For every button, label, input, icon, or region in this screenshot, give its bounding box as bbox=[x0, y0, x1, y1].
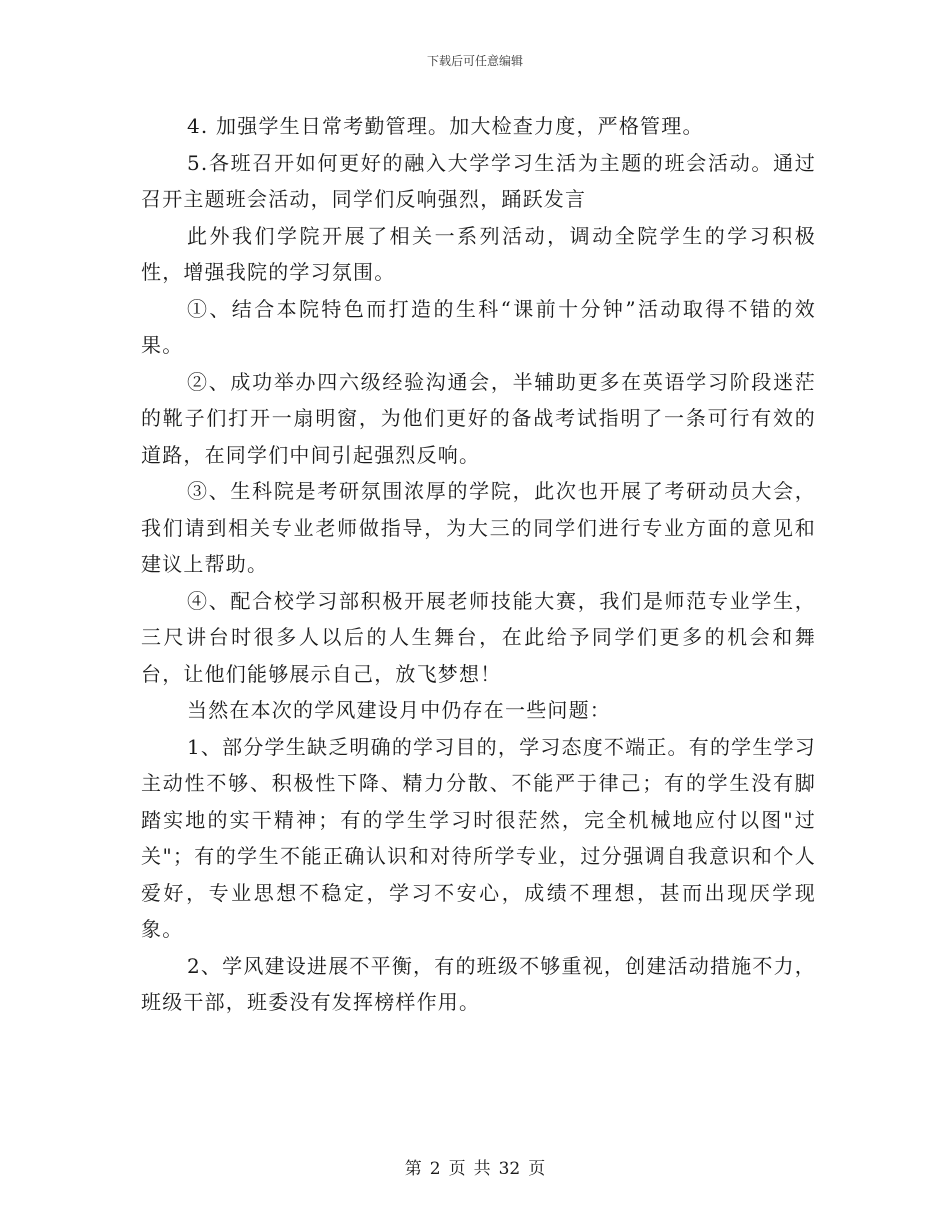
paragraph-activity-2: ②、成功举办四六级经验沟通会，半辅助更多在英语学习阶段迷茫的靴子们打开一扇明窗，为他们更好的备战考试指明了一条可行有效的道路，在同学们中间引起强烈反响。 bbox=[141, 369, 816, 467]
footer-suffix: 页 bbox=[528, 1159, 546, 1179]
document-body bbox=[141, 108, 816, 1021]
page-header: 下载后可任意编辑 bbox=[426, 54, 523, 68]
paragraph-problem-2: 2、学风建设进展不平衡，有的班级不够重视，创建活动措施不力，班级干部，班委没有发挥榜样作用。 bbox=[141, 953, 816, 1014]
paragraph-problems-intro: 当然在本次的学风建设月中仍存在一些问题： bbox=[187, 698, 611, 722]
paragraph-class-meeting: 5.各班召开如何更好的融入大学学习生活为主题的班会活动。通过召开主题班会活动，同学们反响强烈，踊跃发言 bbox=[141, 150, 816, 211]
current-page-number: 2 bbox=[429, 1159, 441, 1179]
paragraph-problem-1: 1、部分学生缺乏明确的学习目的，学习态度不端正。有的学生学习主动性不够、积极性下降、精力分散、不能严于律己；有的学生没有脚踏实地的实干精神；有的学生学习时很茫然，完全机械地应付以图"过关"；有的学生不能正确认识和对待所学专业，过分强调自我意识和个人爱好，专业思想不稳定，学习不安心，成绩不理想，甚而出现厌学现象。 bbox=[141, 734, 816, 941]
page-footer bbox=[0, 1154, 950, 1179]
paragraph-activity-4: ④、配合校学习部积极开展老师技能大赛，我们是师范专业学生，三尺讲台时很多人以后的人生舞台，在此给予同学们更多的机会和舞台，让他们能够展示自己，放飞梦想！ bbox=[141, 588, 816, 686]
footer-prefix: 第 bbox=[404, 1159, 422, 1179]
paragraph-attendance: 4. 加强学生日常考勤管理。加大检查力度，严格管理。 bbox=[187, 114, 704, 138]
footer-page-label: 页 bbox=[448, 1159, 466, 1179]
paragraph-activities-intro: 此外我们学院开展了相关一系列活动，调动全院学生的学习积极性，增强我院的学习氛围。 bbox=[141, 223, 816, 284]
paragraph-activity-1: ①、结合本院特色而打造的生科“课前十分钟”活动取得不错的效果。 bbox=[141, 296, 816, 357]
total-pages-number: 32 bbox=[498, 1159, 521, 1179]
footer-total-label: 共 bbox=[473, 1159, 491, 1179]
paragraph-activity-3: ③、生科院是考研氛围浓厚的学院，此次也开展了考研动员大会，我们请到相关专业老师做指导，为大三的同学们进行专业方面的意见和建议上帮助。 bbox=[141, 479, 816, 576]
